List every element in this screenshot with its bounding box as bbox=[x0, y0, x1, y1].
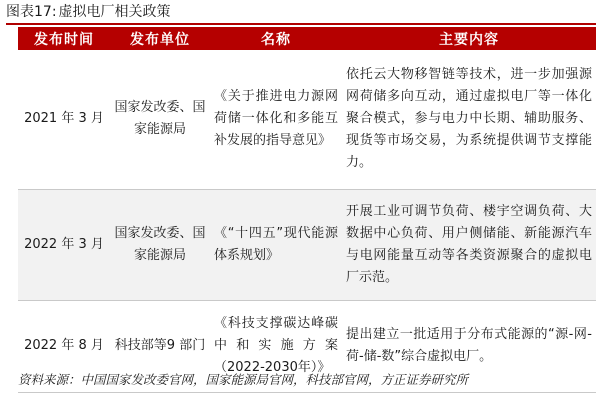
header-content: 主要内容 bbox=[342, 27, 596, 50]
cell-time: 2022 年 8 月 bbox=[18, 300, 110, 392]
figure-title bbox=[6, 0, 596, 25]
cell-name: 《科技支撑碳达峰碳中和实施方案（2022-2030年）》 bbox=[210, 300, 342, 392]
cell-org: 国家发改委、国家能源局 bbox=[110, 50, 210, 189]
cell-org: 国家发改委、国家能源局 bbox=[110, 189, 210, 300]
source-note: 资料来源：中国国家发改委官网，国家能源局官网，科技部官网，方正证券研究所 bbox=[18, 372, 469, 387]
table-row bbox=[18, 189, 596, 300]
cell-time: 2021 年 3 月 bbox=[18, 50, 110, 189]
cell-name: 《“十四五”现代能源体系规划》 bbox=[210, 189, 342, 300]
figure-label: 图表17: bbox=[6, 4, 57, 20]
header-name: 名称 bbox=[210, 27, 342, 50]
cell-content: 依托云大物移智链等技术，进一步加强源网荷储多向互动，通过虚拟电厂等一体化聚合模式，参与电力中长期、辅助服务、现货等市场交易，为系统提供调节支撑能力。 bbox=[342, 50, 596, 189]
header-org: 发布单位 bbox=[110, 27, 210, 50]
cell-name: 《关于推进电力源网荷储一体化和多能互补发展的指导意见》 bbox=[210, 50, 342, 189]
header-time: 发布时间 bbox=[18, 27, 110, 50]
table-row bbox=[18, 50, 596, 189]
policy-table bbox=[18, 27, 596, 393]
table-header-row bbox=[18, 27, 596, 50]
cell-org: 科技部等9 部门 bbox=[110, 300, 210, 392]
figure-title-text: 虚拟电厂相关政策 bbox=[58, 4, 171, 20]
cell-content: 提出建立一批适用于分布式能源的“源-网-荷-储-数”综合虚拟电厂。 bbox=[342, 300, 596, 392]
cell-time: 2022 年 3 月 bbox=[18, 189, 110, 300]
cell-content: 开展工业可调节负荷、楼宇空调负荷、大数据中心负荷、用户侧储能、新能源汽车与电网能量互动等各类资源聚合的虚拟电厂示范。 bbox=[342, 189, 596, 300]
